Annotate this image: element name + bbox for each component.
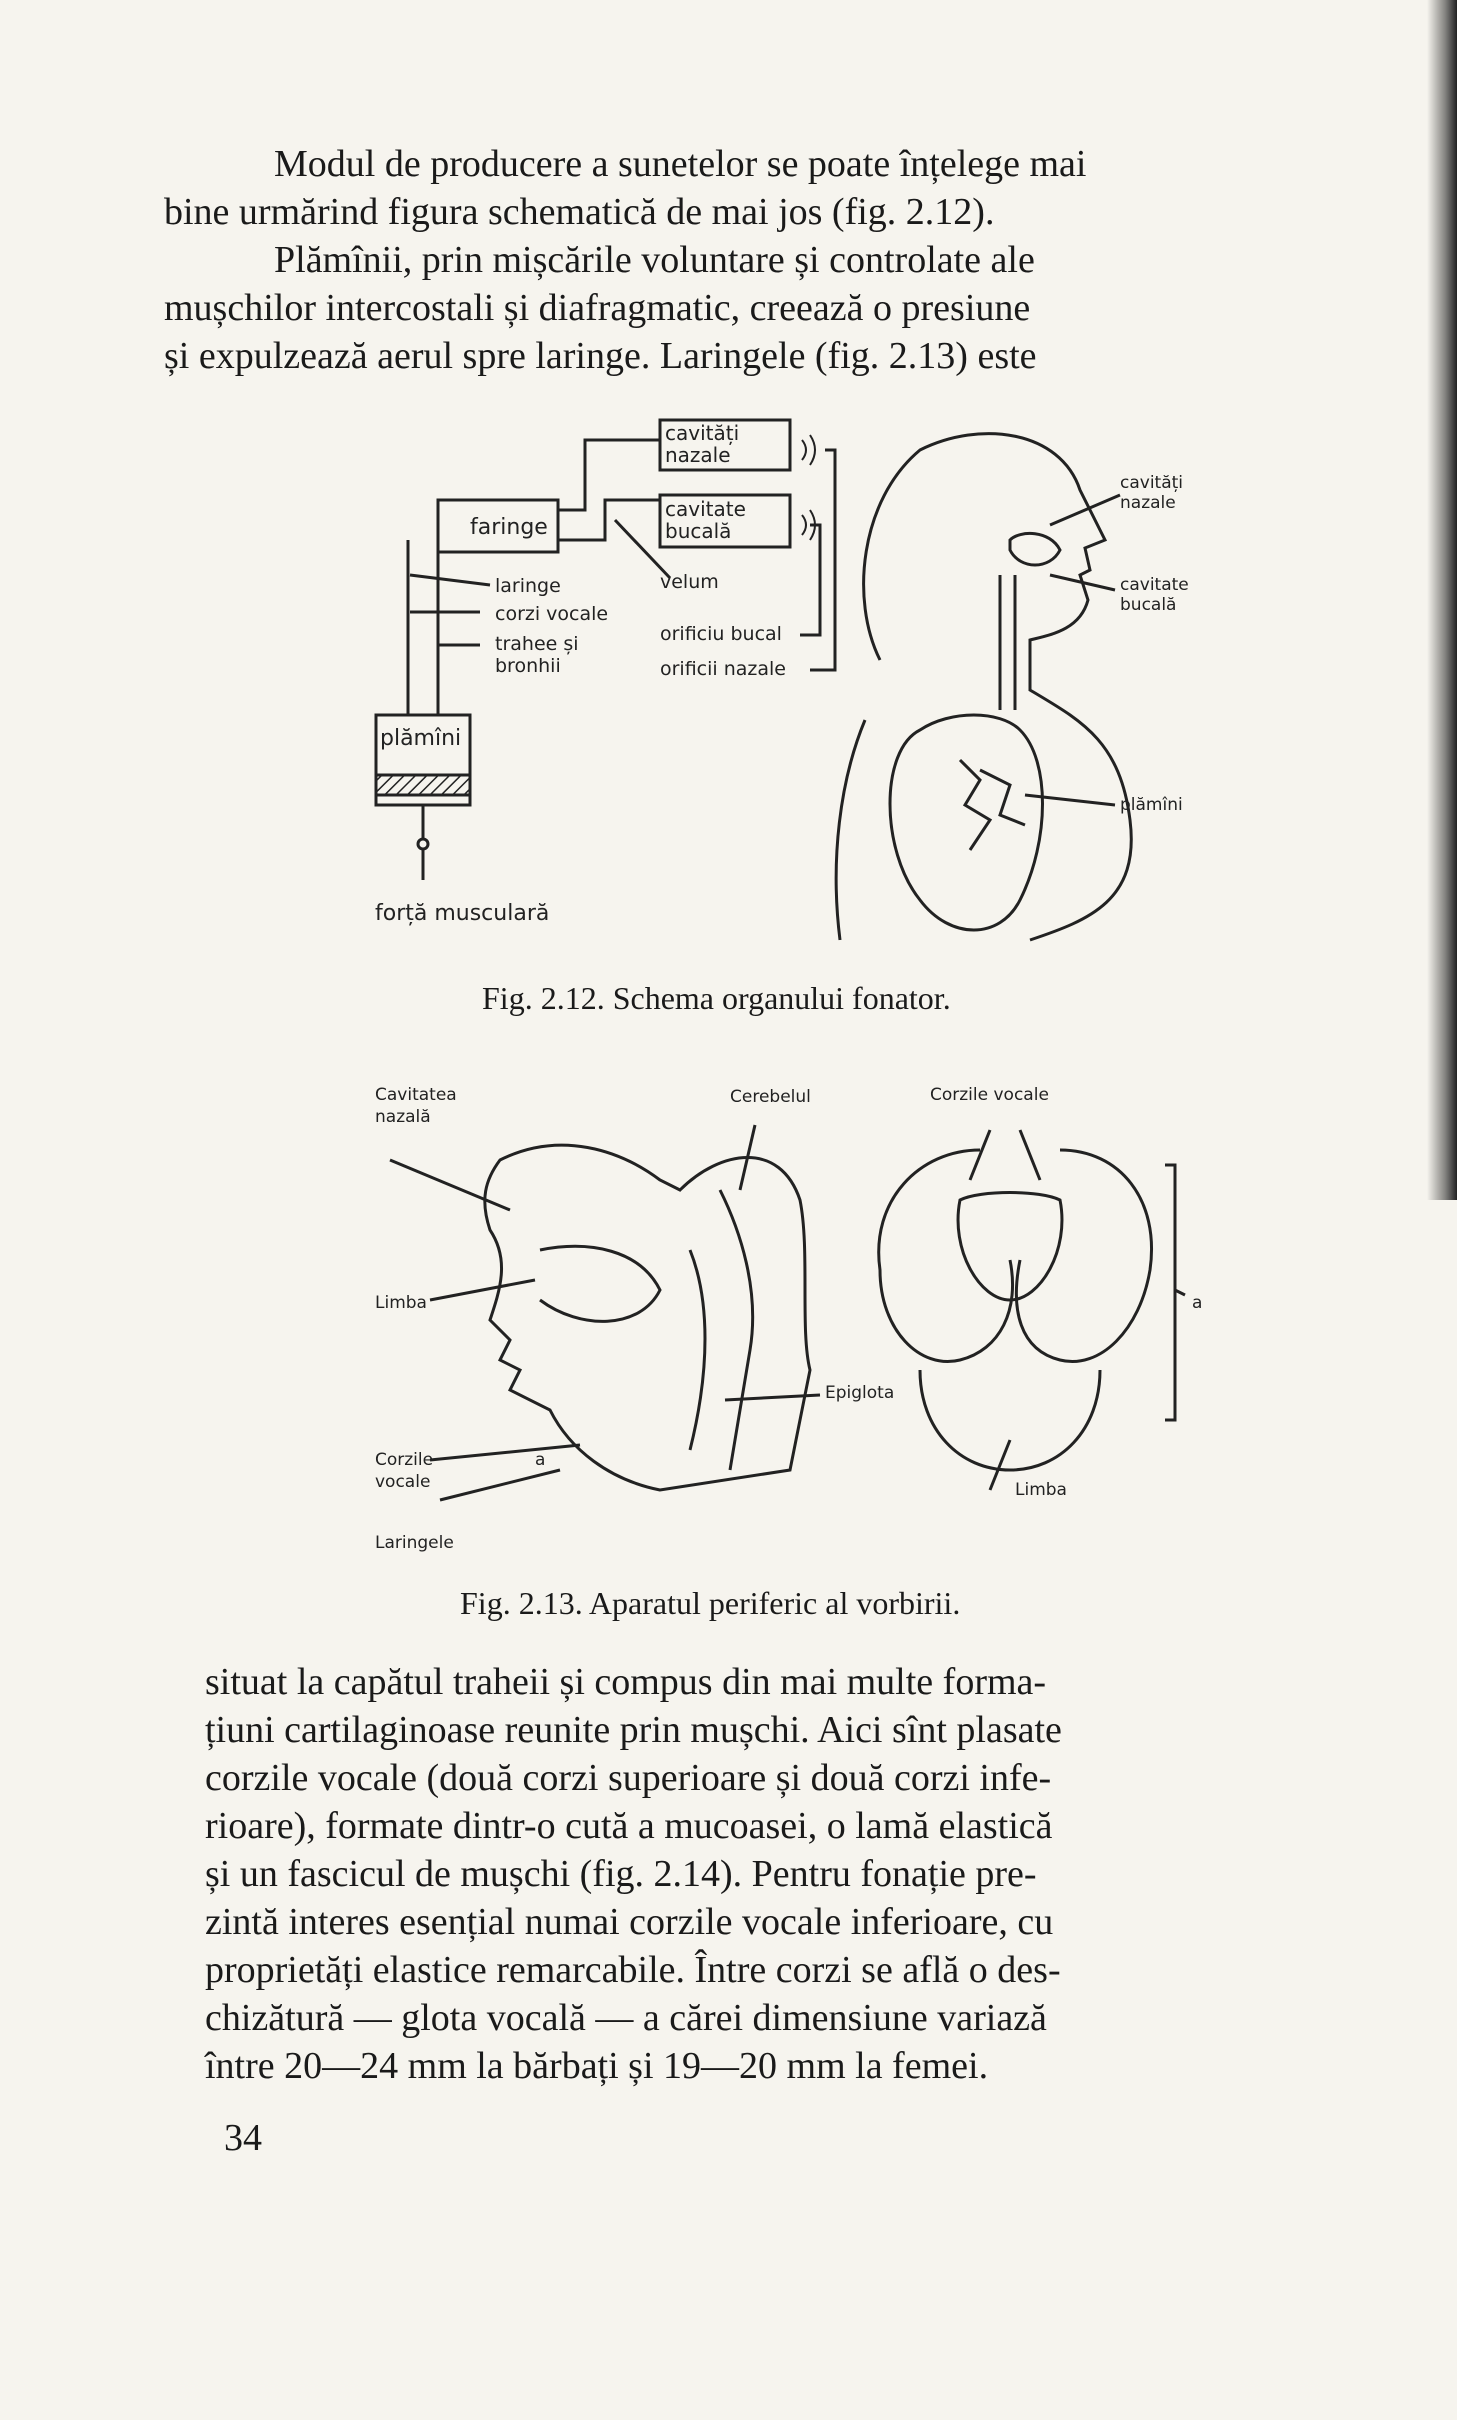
label-laringe: laringe	[495, 575, 561, 597]
label-laringele: Laringele	[375, 1533, 454, 1553]
text-line: între 20—24 mm la bărbați și 19—20 mm la femei.	[205, 2045, 989, 2087]
text-line: corzile vocale (două corzi superioare și două corzi infe-	[205, 1757, 1052, 1799]
label-nazale: nazale	[665, 443, 731, 467]
label-nazala: nazală	[375, 1107, 431, 1127]
page-edge-shadow	[1427, 0, 1457, 1200]
label-cerebelul: Cerebelul	[730, 1087, 811, 1107]
label-cavitati: cavități	[665, 421, 740, 445]
text-line: zintă interes esențial numai corzile vocale inferioare, cu	[205, 1901, 1054, 1943]
page-number: 34	[224, 2117, 262, 2159]
figure-2-13	[360, 1070, 1260, 1570]
text-line: și un fascicul de mușchi (fig. 2.14). Pentru fonație pre-	[205, 1853, 1037, 1895]
label-corzi-vocale: corzi vocale	[495, 603, 609, 625]
label-head-cavitate: cavitate	[1120, 575, 1189, 595]
figure-2-12	[360, 400, 1260, 960]
label-trahee: trahee și	[495, 633, 579, 655]
label-corzile-vocale-top: Corzile vocale	[930, 1085, 1049, 1105]
diaphragm-piston	[376, 775, 470, 795]
label-limba-right: Limba	[1015, 1480, 1067, 1500]
paragraph-bottom	[205, 1658, 1435, 2090]
label-head-bucala: bucală	[1120, 595, 1177, 615]
label-a-right: a	[1192, 1293, 1203, 1313]
figure-2-12-caption: Fig. 2.12. Schema organului fonator.	[482, 980, 951, 1016]
text-line: proprietăți elastice remarcabile. Între corzi se află o des-	[205, 1949, 1061, 1991]
label-cavitatea: Cavitatea	[375, 1085, 457, 1105]
label-bucala: bucală	[665, 519, 732, 543]
label-head-plamini: plămîni	[1120, 795, 1183, 815]
label-limba-left: Limba	[375, 1293, 427, 1313]
label-forta-musculara: forță musculară	[375, 901, 550, 926]
text-line: rioare), formate dintr-o cută a mucoasei, o lamă elastică	[205, 1805, 1053, 1847]
head-section-illustration	[390, 1125, 820, 1500]
text-line: situat la capătul traheii și compus din mai multe forma-	[205, 1661, 1047, 1703]
label-orificii-nazale: orificii nazale	[660, 658, 786, 680]
label-head-cavitati: cavități	[1120, 473, 1184, 493]
paragraph-top	[164, 140, 1374, 380]
label-faringe: faringe	[470, 515, 548, 540]
label-cavitate: cavitate	[665, 497, 746, 521]
text-line: Modul de producere a sunetelor se poate înțelege mai	[274, 143, 1087, 185]
text-line: mușchilor intercostali și diafragmatic, creează o presiune	[164, 287, 1031, 329]
figure-2-13-caption: Fig. 2.13. Aparatul periferic al vorbirii.	[460, 1585, 961, 1621]
label-corzile: Corzile	[375, 1450, 434, 1470]
head-silhouette-illustration	[836, 434, 1131, 940]
label-head-nazale: nazale	[1120, 493, 1176, 513]
label-orificiu-bucal: orificiu bucal	[660, 623, 782, 645]
text-line: și expulzează aerul spre laringe. Laringele (fig. 2.13) este	[164, 335, 1037, 377]
text-line: Plămînii, prin mișcările voluntare și controlate ale	[274, 239, 1035, 281]
text-line: chizătură — glota vocală — a cărei dimensiune variază	[205, 1997, 1047, 2039]
label-vocale: vocale	[375, 1472, 431, 1492]
text-line: țiuni cartilaginoase reunite prin mușchi. Aici sînt plasate	[205, 1709, 1062, 1751]
label-a-left: a	[535, 1450, 546, 1470]
text-line: bine urmărind figura schematică de mai jos (fig. 2.12).	[164, 191, 995, 233]
vocal-cords-illustration	[879, 1130, 1185, 1490]
label-epiglota: Epiglota	[825, 1383, 895, 1403]
label-velum: velum	[660, 571, 719, 593]
label-bronhii: bronhii	[495, 655, 561, 677]
schema-diagram	[376, 420, 835, 880]
label-plamini: plămîni	[380, 726, 462, 751]
